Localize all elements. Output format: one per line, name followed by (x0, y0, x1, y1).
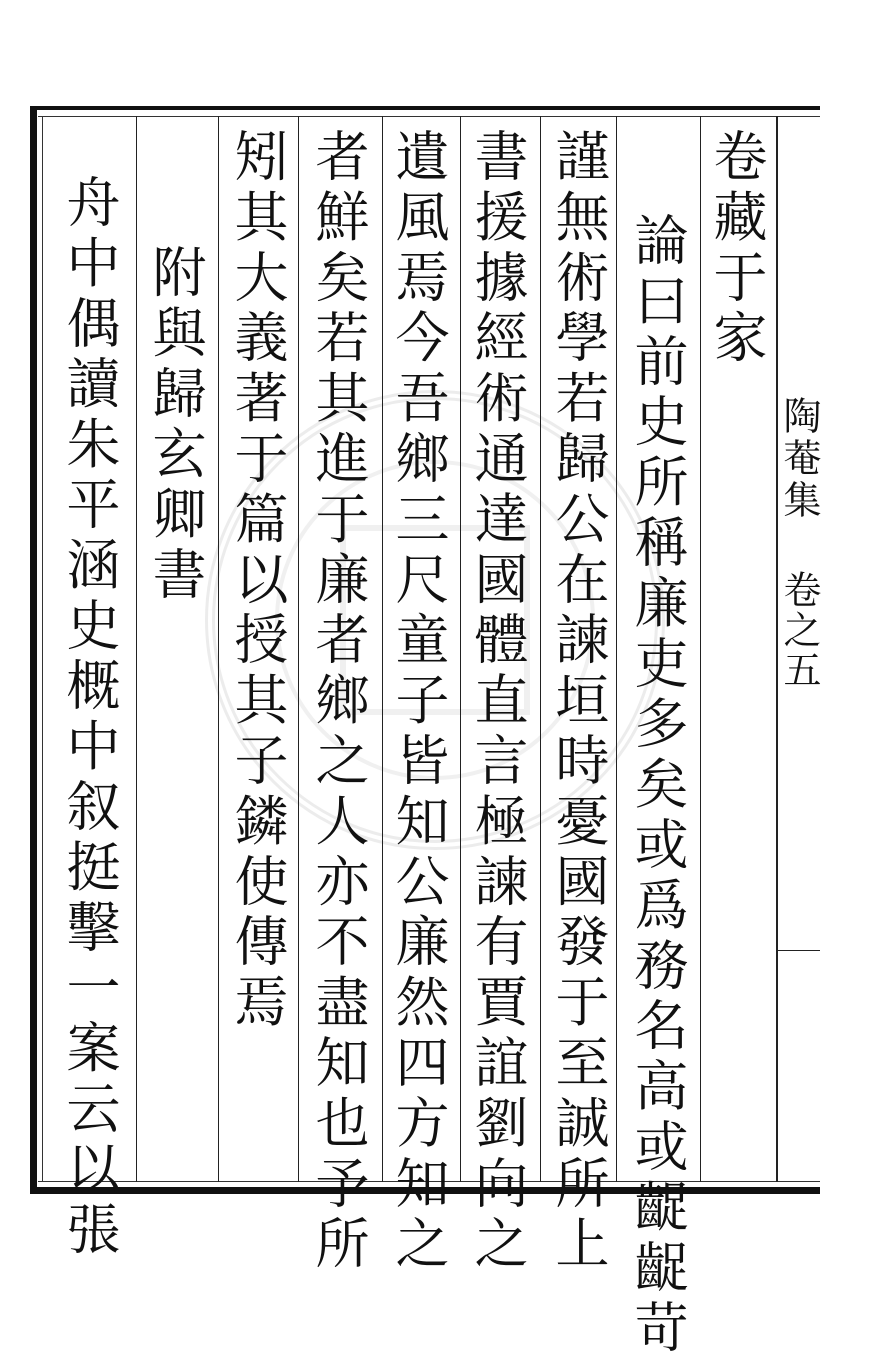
text-column-8: 舟中偶讀朱平涵史概中叙挺擊一案云以張 (58, 174, 121, 1262)
juan-number: 卷之五 (777, 570, 821, 690)
frame-inner-left-rule (42, 116, 43, 1182)
book-title: 陶菴集 (777, 396, 821, 522)
column-rule (616, 116, 617, 1182)
section-title: 附與歸玄卿書 (144, 244, 207, 607)
text-column-4: 書援據經術通達國體直言極諫有賈誼劉向之 (466, 128, 529, 1276)
text-column-5: 遺風焉今吾鄉三尺童子皆知公廉然四方知之 (387, 128, 450, 1276)
column-rule (298, 116, 299, 1182)
text-column-1: 卷藏于家 (705, 128, 768, 370)
centre-fishtail-mark (776, 950, 820, 951)
column-rule (540, 116, 541, 1182)
text-column-2: 論曰前史所稱廉吏多矣或爲務名高或齪齪苛 (626, 212, 689, 1360)
text-column-7: 矧其大義著于篇以授其子鏻使傳焉 (226, 128, 289, 1034)
column-rule (460, 116, 461, 1182)
text-column-3: 謹無術學若歸公在諫垣時憂國發于至誠所上 (547, 128, 610, 1276)
text-column-6: 者鮮矣若其進于廉者鄉之人亦不盡知也予所 (307, 128, 370, 1276)
column-rule (382, 116, 383, 1182)
column-rule (218, 116, 219, 1182)
column-rule (136, 116, 137, 1182)
column-rule (700, 116, 701, 1182)
frame-inner-top-rule (38, 116, 820, 117)
